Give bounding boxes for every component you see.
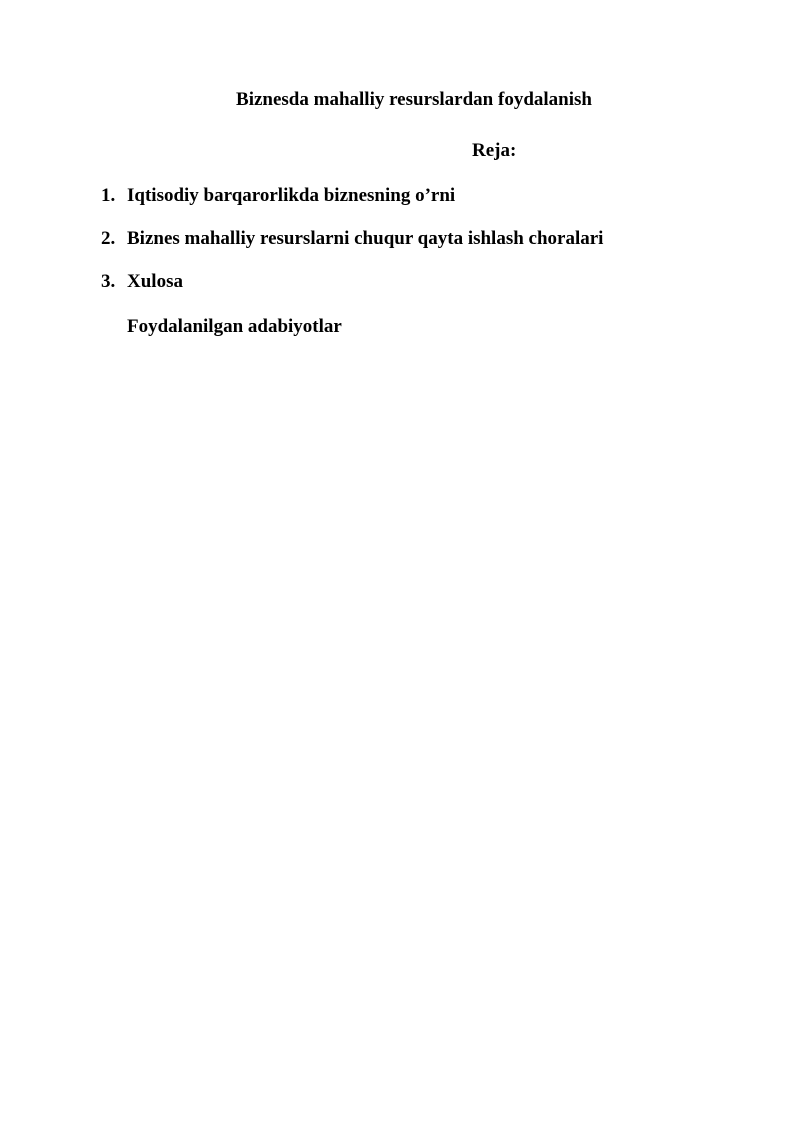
plan-item-number: 1.: [101, 185, 116, 206]
plan-item-text: Xulosa: [127, 271, 183, 292]
plan-item-text: Biznes mahalliy resurslarni chuqur qayta ishlash choralari: [127, 228, 604, 249]
plan-item-2: [101, 227, 603, 270]
references-heading: Foydalanilgan adabiyotlar: [127, 316, 342, 337]
plan-item-3: [101, 270, 603, 313]
plan-item-text: Iqtisodiy barqarorlikda biznesning o’rni: [127, 185, 456, 206]
plan-list: [101, 184, 603, 313]
plan-heading: Reja:: [472, 140, 517, 161]
plan-item-1: [101, 184, 603, 227]
document-title: Biznesda mahalliy resurslardan foydalanish: [236, 89, 592, 110]
plan-item-number: 3.: [101, 271, 116, 292]
plan-item-number: 2.: [101, 228, 116, 249]
